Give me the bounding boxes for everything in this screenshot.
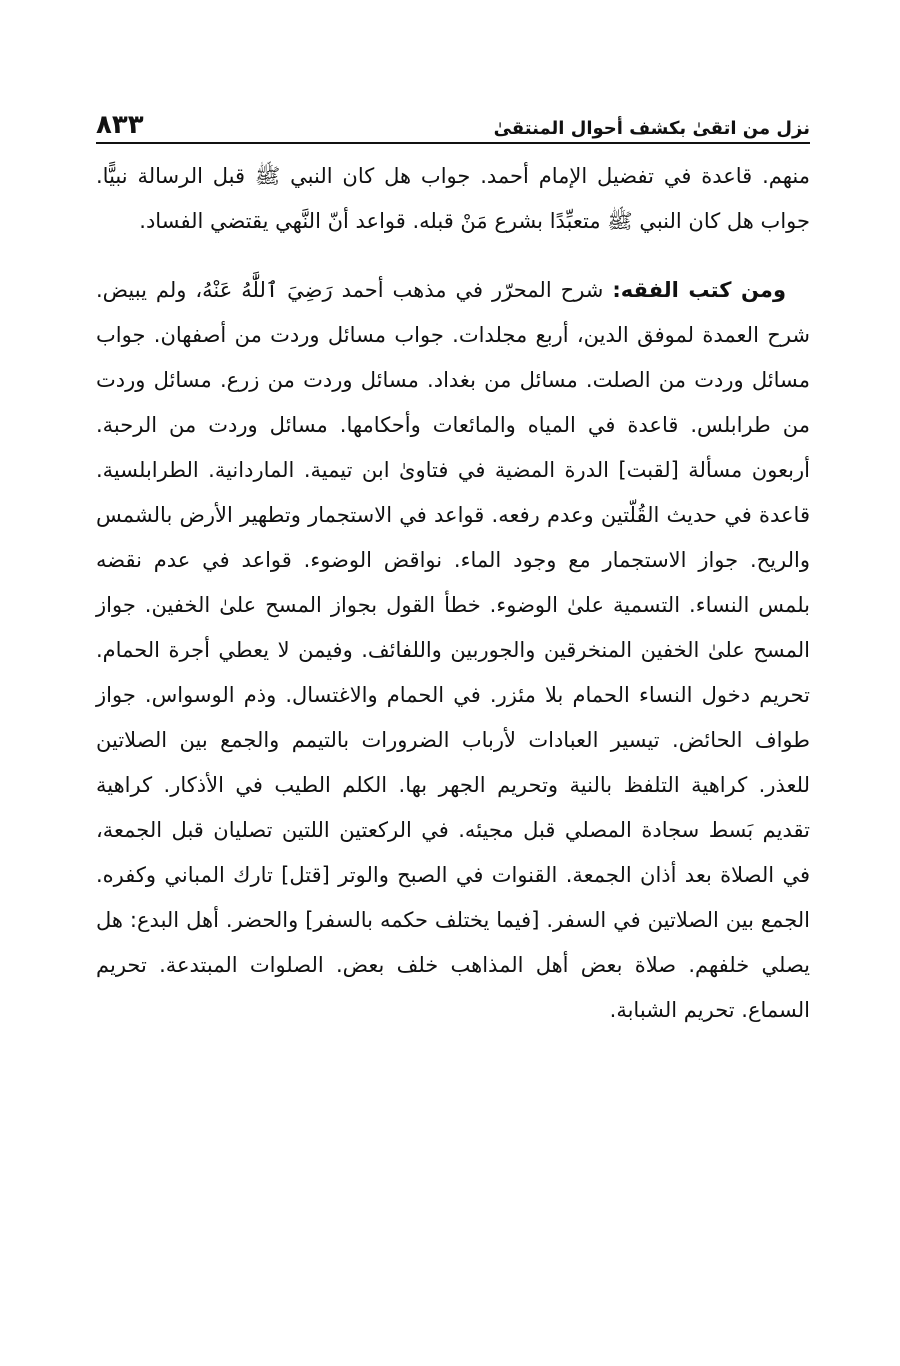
paragraph-2-lead: ومن كتب الفقه:: [612, 278, 786, 302]
paragraph-2-text: شرح المحرّر في مذهب أحمد رَضِيَ ٱللَّٰهُ عَنْهُ، ولم يبيض. شرح العمدة لموفق الدين، أربع مجلدات. جواب مسائل وردت من أصفهان. جواب مسائل وردت من الصلت. مسائل من بغداد. مسائل وردت من زرع. مسائل وردت من طرابلس. قاعدة في المياه والمائعات وأحكامها. مسائل وردت من الرحبة. أربعون مسألة [لقبت] الدرة المضية في فتاوىٰ ابن تيمية. الماردانية. الطرابلسية. قاعدة في حديث القُلّتين وعدم رفعه. قواعد في الاستجمار وتطهير الأرض بالشمس والريح. جواز الاستجمار مع وجود الماء. نواقض الوضوء. قواعد في عدم نقضه بلمس النساء. التسمية علىٰ الوضوء. خطأ القول بجواز المسح علىٰ الخفين. جواز المسح علىٰ الخفين المنخرقين والجوربين واللفائف. وفيمن لا يعطي أجرة الحمام. تحريم دخول النساء الحمام بلا مئزر. في الحمام والاغتسال. وذم الوسواس. جواز طواف الحائض. تيسير العبادات لأرباب الضرورات بالتيمم والجمع بين الصلاتين للعذر. كراهية التلفظ بالنية وتحريم الجهر بها. الكلم الطيب في الأذكار. كراهية تقديم بَسط سجادة المصلي قبل مجيئه. في الركعتين اللتين تصليان قبل الجمعة، في الصلاة بعد أذان الجمعة. القنوات في الصبح والوتر [قتل] تارك المباني وكفره. الجمع بين الصلاتين في السفر. [فيما يختلف حكمه بالسفر] والحضر. أهل البدع: هل يصلي خلفهم. صلاة بعض أهل المذاهب خلف بعض. الصلوات المبتدعة. تحريم السماع. تحريم الشبابة.: [96, 278, 810, 1022]
paragraph-1: منهم. قاعدة في تفضيل الإمام أحمد. جواب هل كان النبي ﷺ قبل الرسالة نبيًّا. جواب هل كان النبي ﷺ متعبِّدًا بشرع مَنْ قبله. قواعد أنّ النَّهي يقتضي الفساد.: [96, 164, 810, 233]
running-title: نزل من اتقىٰ بكشف أحوال المنتقىٰ: [493, 118, 810, 139]
page-header: [96, 92, 810, 144]
book-page: [96, 92, 810, 1232]
paragraph-2: [96, 268, 810, 1033]
page-body: [96, 154, 810, 1033]
page-number: ٨٣٣: [96, 110, 144, 140]
